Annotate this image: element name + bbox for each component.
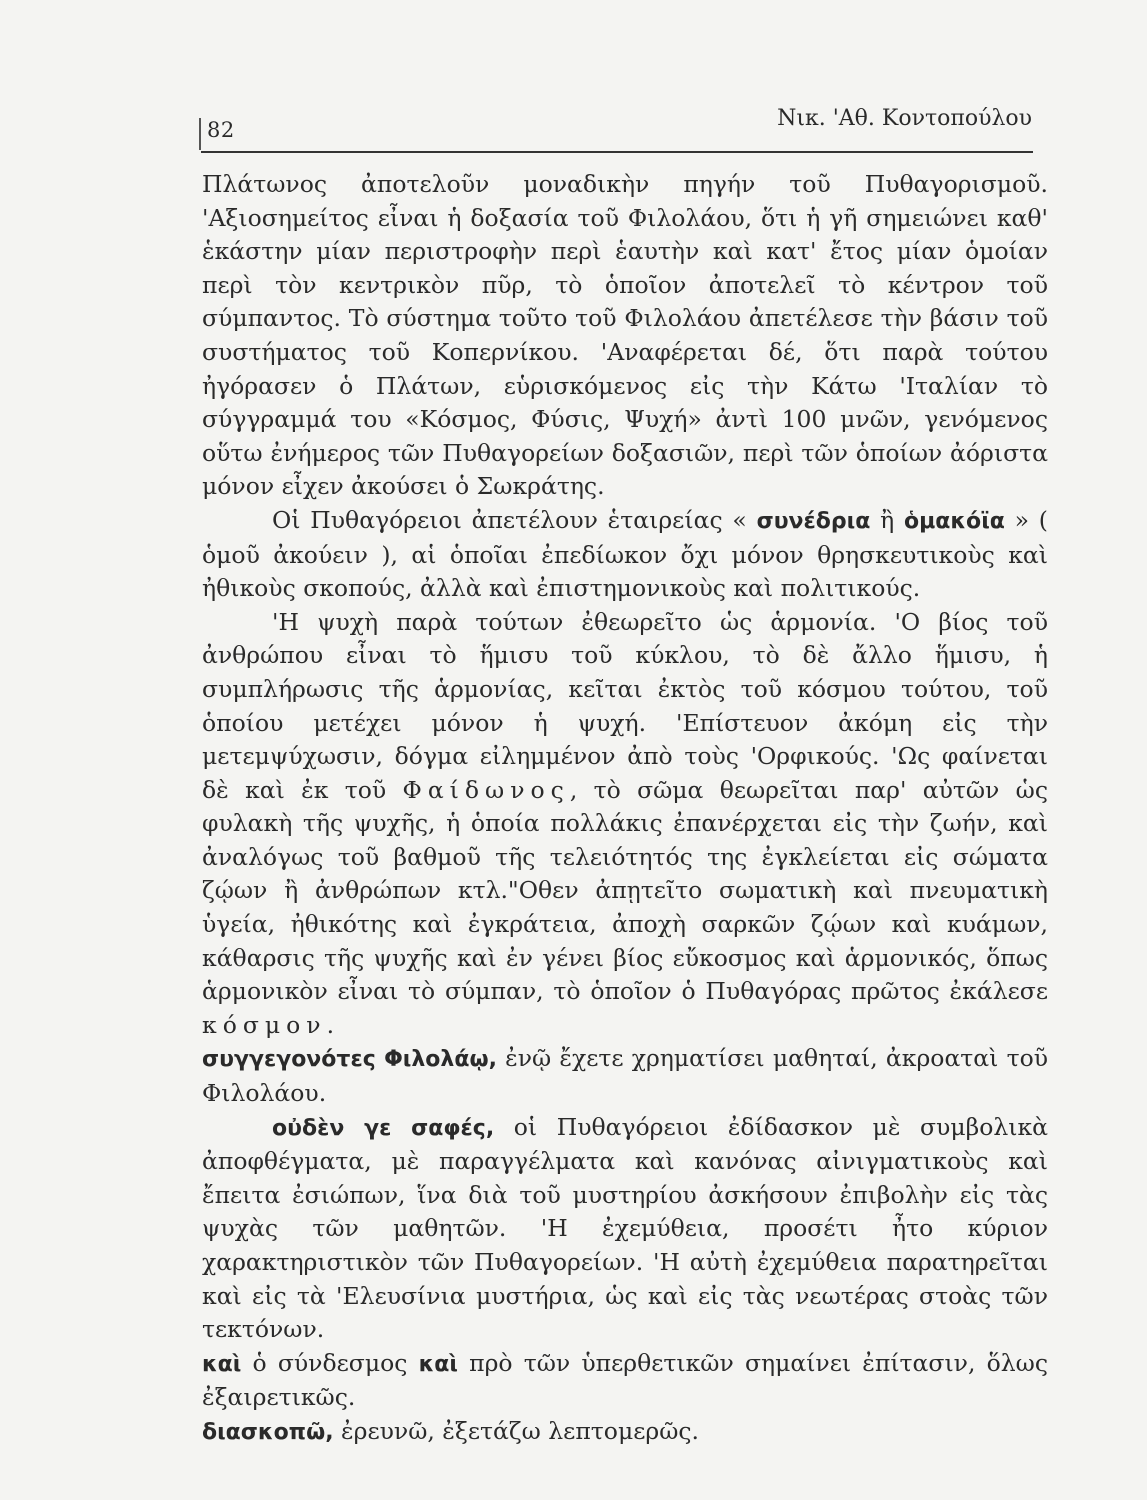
gloss-text-syggegonotes: ἐνῷ ἔχετε χρηματίσει μαθηταί, ἀκροαταὶ τοῦ Φιλολάου. [202,1044,1049,1108]
gloss-text-diaskopo: ἐρευνῶ, ἐξετάζω λεπτομερῶς. [333,1416,699,1445]
paragraph-1: Πλάτωνος ἀποτελοῦν μοναδικὴν πηγήν τοῦ Πυθαγορισμοῦ. 'Αξιοσημείτος εἶναι ἡ δοξασία τοῦ Φιλολάου, ὅτι ἡ γῆ σημειώνει καθ' ἑκάστην μίαν περιστροφὴν περὶ ἑαυτὴν καὶ κατ' ἔτος μίαν ὁμοίαν περὶ τὸν κεντρικὸν πῦρ, τὸ ὁποῖον ἀποτελεῖ τὸ κέντρον τοῦ σύμπαντος. Τὸ σύστημα τοῦτο τοῦ Φιλολάου ἀπετέλεσε τὴν βάσιν τοῦ συστήματος τοῦ Κοπερνίκου. 'Αναφέρεται δέ, ὅτι παρὰ τούτου ἠγόρασεν ὁ Πλάτων, εὑρισκόμενος εἰς τὴν Κάτω 'Ιταλίαν τὸ σύγγραμμά του «Κόσμος, Φύσις, Ψυχή» ἀντὶ 100 μνῶν, γενόμενος οὕτω ἐνήμερος τῶν Πυθαγορείων δοξασιῶν, περὶ τῶν ὁποίων ἀόριστα μόνον εἶχεν ἀκούσει ὁ Σωκράτης. [202,170,1048,501]
paragraph-3-text-a: 'Η ψυχὴ παρὰ τούτων ἐθεωρεῖτο ὡς ἁρμονία. 'Ο βίος τοῦ ἀνθρώπου εἶναι τὸ ἥμισυ τοῦ κύκλου, τὸ δὲ ἄλλο ἥμισυ, ἡ συμπλήρωσις τῆς ἁρμονίας, κεῖται ἐκτὸς τοῦ κόσμου τούτου, τοῦ ὁποίου μετέχει μόνον ἡ ψυχή. 'Επίστευον ἀκόμη εἰς τὴν μετεμψύχωσιν, δόγμα εἰλημμένον ἀπὸ τοὺς 'Ορφικούς. 'Ως φαίνεται δὲ καὶ ἐκ τοῦ [202,607,1048,804]
paragraph-3-text-c: . [326,1010,335,1039]
paragraph-2 [202,504,1048,606]
header-rule [201,151,1033,153]
running-head: Νικ. 'Αθ. Κοντοπούλου [777,106,1032,131]
gloss-text-kai-b: πρὸ τῶν ὑπερθετικῶν σημαίνει ἐπίτασιν, ὅλως ἐξαιρετικῶς. [202,1348,1048,1412]
gloss-term-diaskopo: διασκοπῶ, [202,1419,334,1445]
gloss-term-ouden: οὐδὲν γε σαφές, [272,1115,495,1141]
margin-rule [199,118,201,150]
term-omakoia: ὁμακόϊα [904,508,1005,534]
paragraph-3-text-b: , τὸ σῶμα θεωρεῖται παρ' αὐτῶν ὡς φυλακὴ τῆς ψυχῆς, ἡ ὁποία πολλάκις ἐπανέρχεται εἰς τὴν ζωήν, καὶ ἀναλόγως τοῦ βαθμοῦ τῆς τελειότητός της ἐγκλείεται εἰς σώματα ζῴων ἢ ἀνθρώπων κτλ."Οθεν ἀπῃτεῖτο σωματικὴ καὶ πνευματικὴ ὑγεία, ἠθικότης καὶ ἐγκράτεια, ἀποχὴ σαρκῶν ζῴων καὶ κυάμων, κάθαρσις τῆς ψυχῆς καὶ ἐν γένει βίος εὔκοσμος καὶ ἁρμονικός, ὅπως ἁρμονικὸν εἶναι τὸ σύμπαν, τὸ ὁποῖον ὁ Πυθαγόρας πρῶτος ἐκάλεσε [202,775,1048,1006]
gloss-ouden [202,1111,1048,1347]
paragraph-2-text: Οἱ Πυθαγόρειοι ἀπετέλουν ἑταιρείας « [272,505,757,534]
gloss-term-kai-1: καὶ [202,1351,242,1377]
paragraph-2-rest: » ( ὁμοῦ ἀκούειν ), αἱ ὁποῖαι ἐπεδίωκον ὄχι μόνον θρησκευτικοὺς καὶ ἠθικοὺς σκοπούς, ἀλλὰ καὶ ἐπιστημονικοὺς καὶ πολιτικούς. [202,505,1048,603]
gloss-kai [202,1347,1048,1415]
paragraph-2-or: ἢ [870,505,904,534]
gloss-text-kai-a: ὁ σύνδεσμος [241,1348,419,1377]
paragraph-3 [202,606,1048,1043]
gloss-term-syggegonotes: συγγεγονότες Φιλολάῳ, [202,1047,497,1073]
gloss-diaskopo [202,1415,1048,1450]
spaced-phaidonos: Φαίδωνος [402,775,570,804]
page-number: 82 [207,118,235,142]
gloss-term-kai-2: καὶ [418,1351,458,1377]
page-body [202,168,1048,1450]
gloss-text-ouden: οἱ Πυθαγόρειοι ἐδίδασκον μὲ συμβολικὰ ἀποφθέγματα, μὲ παραγγέλματα καὶ κανόνας αἰνιγματικοὺς καὶ ἔπειτα ἐσιώπων, ἵνα διὰ τοῦ μυστηρίου ἀσκήσουν ἐπιβολὴν εἰς τὰς ψυχὰς τῶν μαθητῶν. 'Η ἐχεμύθεια, προσέτι ἦτο κύριον χαρακτηριστικὸν τῶν Πυθαγορείων. 'Η αὐτὴ ἐχεμύθεια παρατηρεῖται καὶ εἰς τὰ 'Ελευσίνια μυστήρια, ὡς καὶ εἰς τὰς νεωτέρας στοὰς τῶν τεκτόνων. [202,1112,1049,1344]
gloss-syggegonotes [202,1042,1048,1110]
spaced-kosmon: κόσμον [202,1010,327,1039]
term-synedria: συνέδρια [756,508,871,534]
